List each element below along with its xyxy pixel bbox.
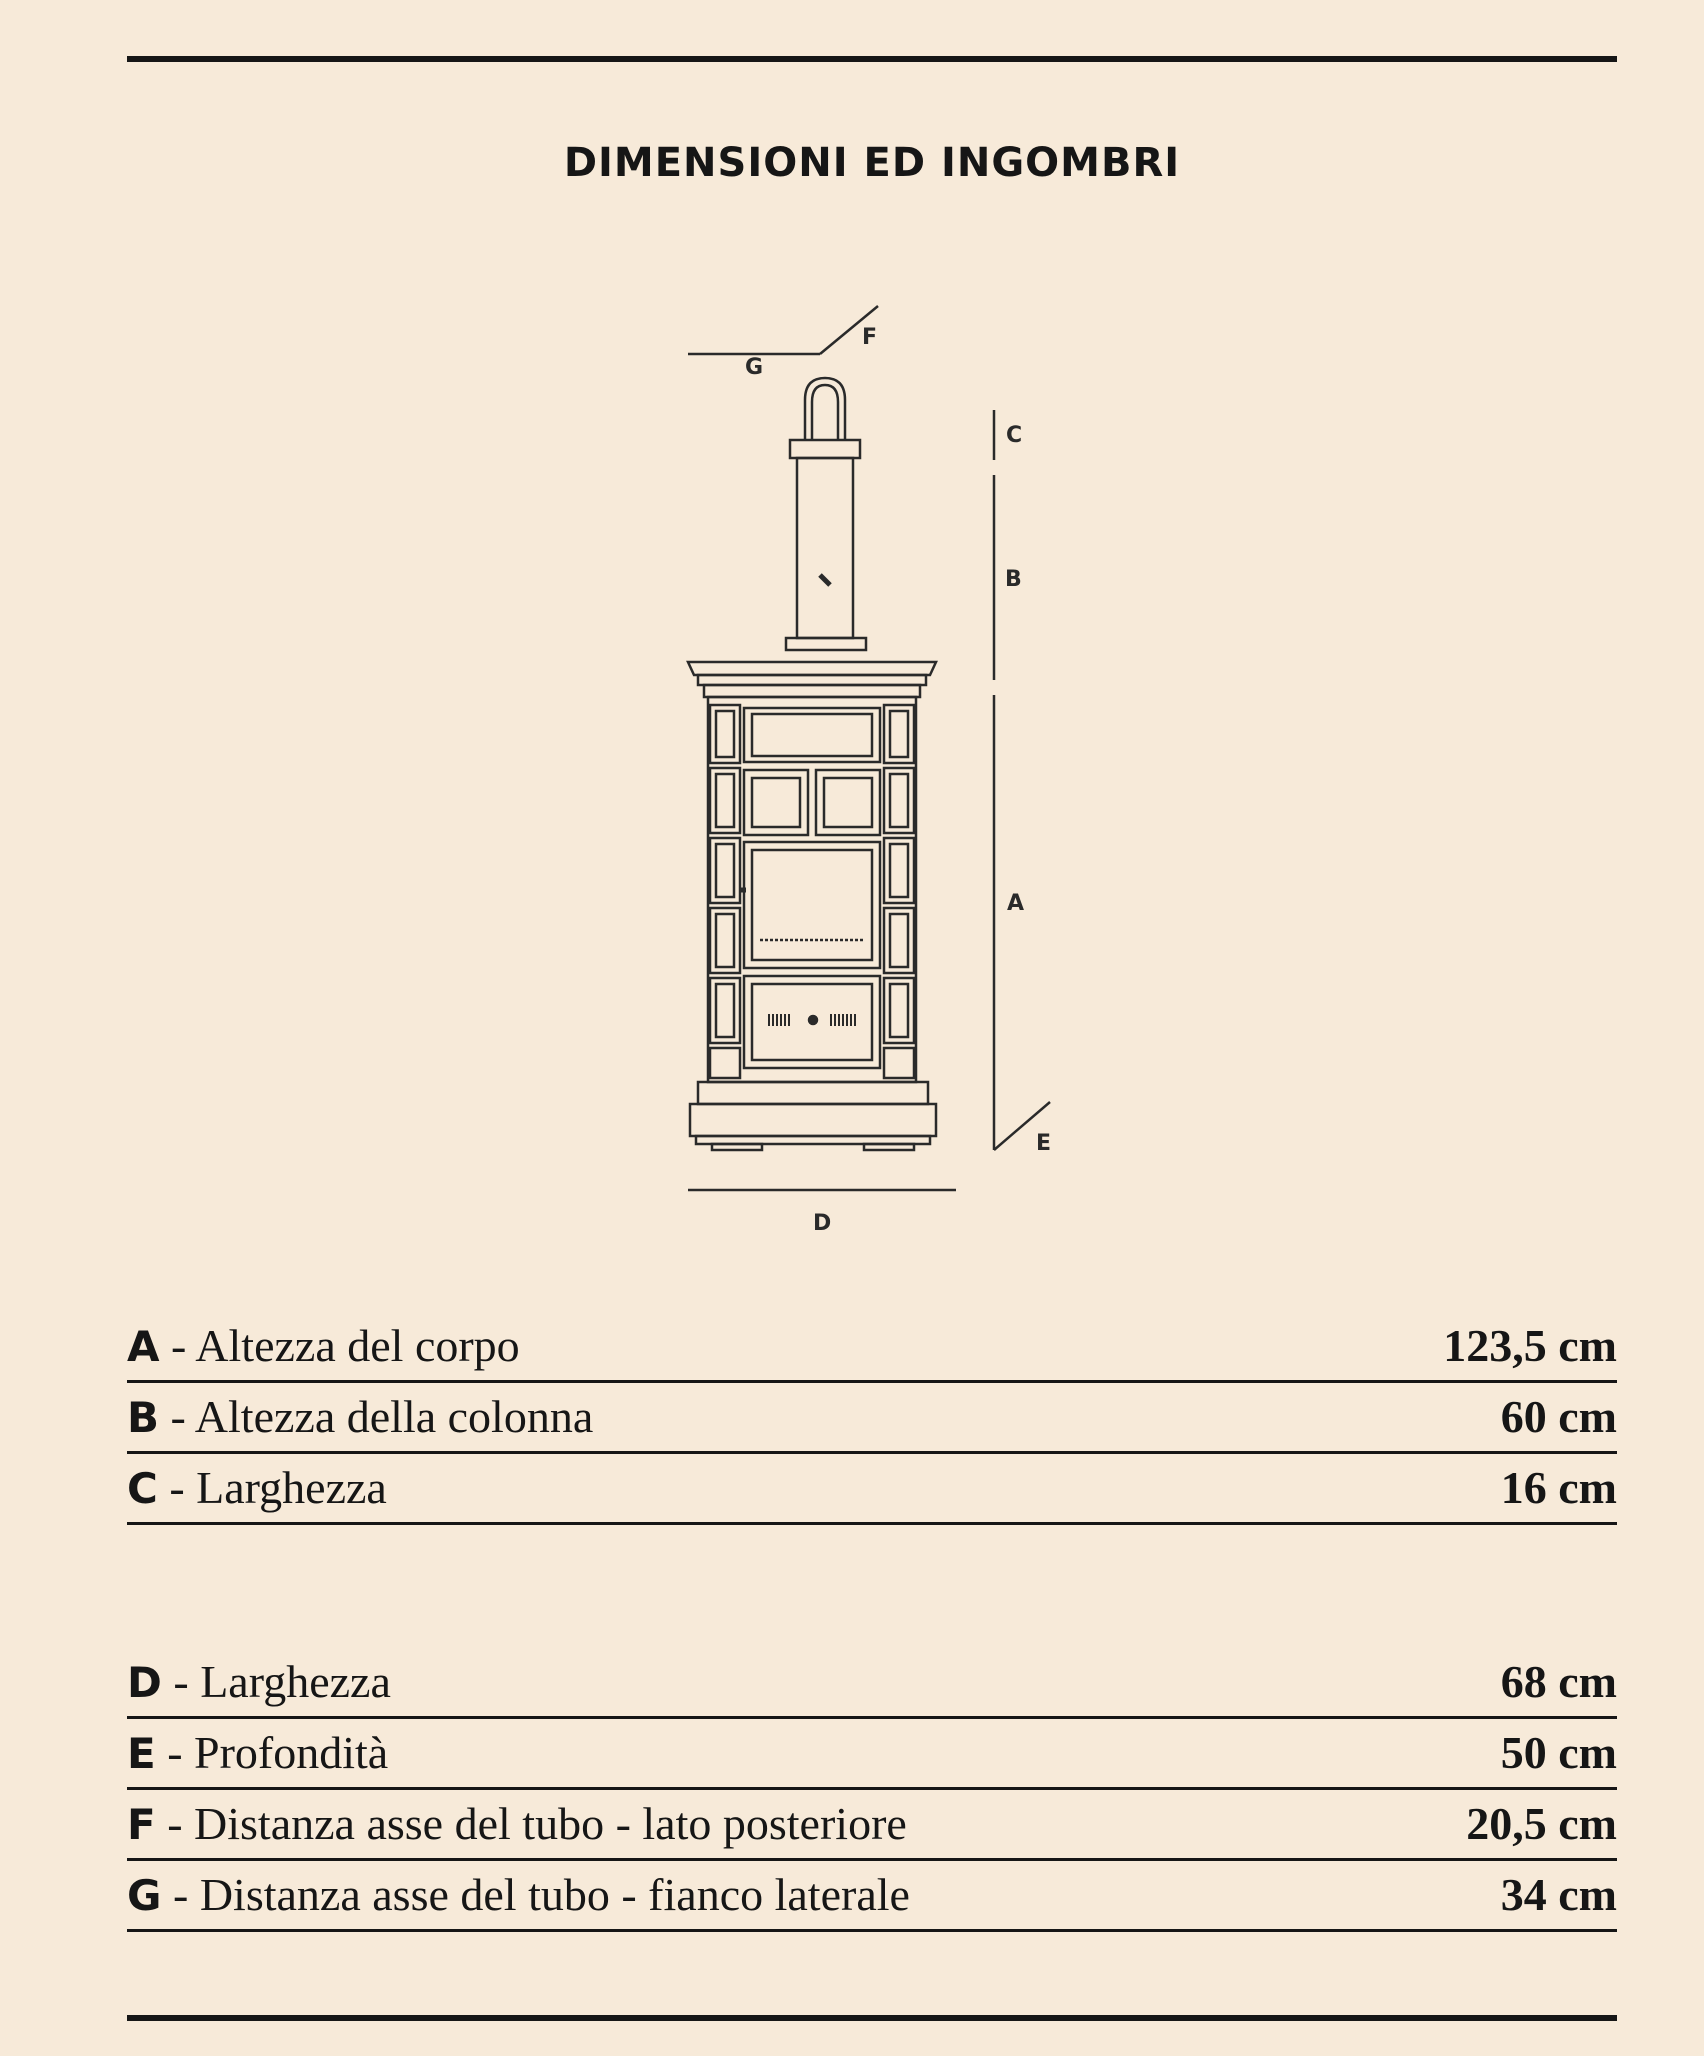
spec-row [127, 1861, 1617, 1932]
spec-separator: - [155, 1798, 195, 1849]
right-tile-column [884, 705, 914, 1078]
spec-table-height [127, 1312, 1617, 1525]
spec-value: 123,5 cm [1443, 1320, 1617, 1371]
left-tile-column [710, 705, 740, 1078]
spec-row [127, 1648, 1617, 1719]
spec-label [127, 1390, 593, 1443]
dimension-label-b: B [1005, 567, 1022, 592]
page-title: DIMENSIONI ED INGOMBRI [563, 140, 1181, 186]
spec-row [127, 1719, 1617, 1790]
spec-row [127, 1312, 1617, 1383]
spec-separator: - [161, 1656, 201, 1707]
bottom-divider [127, 2015, 1617, 2021]
spec-letter: C [127, 1464, 158, 1513]
spec-separator: - [161, 1869, 200, 1920]
spec-row [127, 1790, 1617, 1861]
fire-door [744, 842, 880, 968]
spec-separator: - [159, 1391, 195, 1442]
spec-letter: E [127, 1729, 156, 1778]
spec-separator: - [157, 1462, 197, 1513]
spec-value: 50 cm [1500, 1727, 1617, 1778]
spec-description: Altezza della colonna [194, 1391, 594, 1442]
spec-table-footprint [127, 1648, 1617, 1932]
spec-value: 20,5 cm [1466, 1798, 1617, 1849]
spec-label [127, 1868, 910, 1921]
spec-row [127, 1383, 1617, 1454]
dimension-label-e: E [1036, 1131, 1052, 1156]
top-divider [127, 56, 1617, 62]
dimension-label-g: G [745, 355, 764, 380]
spec-description: Larghezza [196, 1462, 387, 1513]
spec-separator: - [155, 1727, 195, 1778]
spec-value: 16 cm [1500, 1462, 1617, 1513]
spec-letter: B [127, 1393, 160, 1442]
dimension-label-c: C [1006, 423, 1023, 448]
dimension-label-d: D [813, 1211, 832, 1236]
spec-letter: G [127, 1871, 162, 1920]
spec-row [127, 1454, 1617, 1525]
stove-plinth [698, 1082, 928, 1104]
spec-letter: F [127, 1800, 156, 1849]
spec-letter: A [127, 1322, 160, 1371]
spec-description: Profondità [194, 1727, 389, 1778]
spec-value: 34 cm [1500, 1869, 1617, 1920]
upper-door [744, 708, 880, 762]
spec-label [127, 1461, 387, 1514]
spec-label [127, 1319, 520, 1372]
dimension-label-f: F [862, 325, 878, 350]
spec-label [127, 1655, 391, 1708]
spec-value: 60 cm [1500, 1391, 1617, 1442]
spec-description: Distanza asse del tubo - lato posteriore [194, 1798, 907, 1849]
spec-label [127, 1726, 388, 1779]
stove-top [688, 662, 936, 675]
spec-separator: - [159, 1320, 196, 1371]
spec-value: 68 cm [1500, 1656, 1617, 1707]
chimney-collar [790, 440, 860, 458]
spec-description: Distanza asse del tubo - fianco laterale [199, 1869, 910, 1920]
dimension-label-a: A [1007, 891, 1025, 916]
spec-letter: D [127, 1658, 162, 1707]
flue-column [797, 458, 853, 638]
spec-description: Larghezza [200, 1656, 391, 1707]
spec-label [127, 1797, 907, 1850]
stove-dimension-diagram [660, 290, 1080, 1250]
spec-description: Altezza del corpo [195, 1320, 520, 1371]
